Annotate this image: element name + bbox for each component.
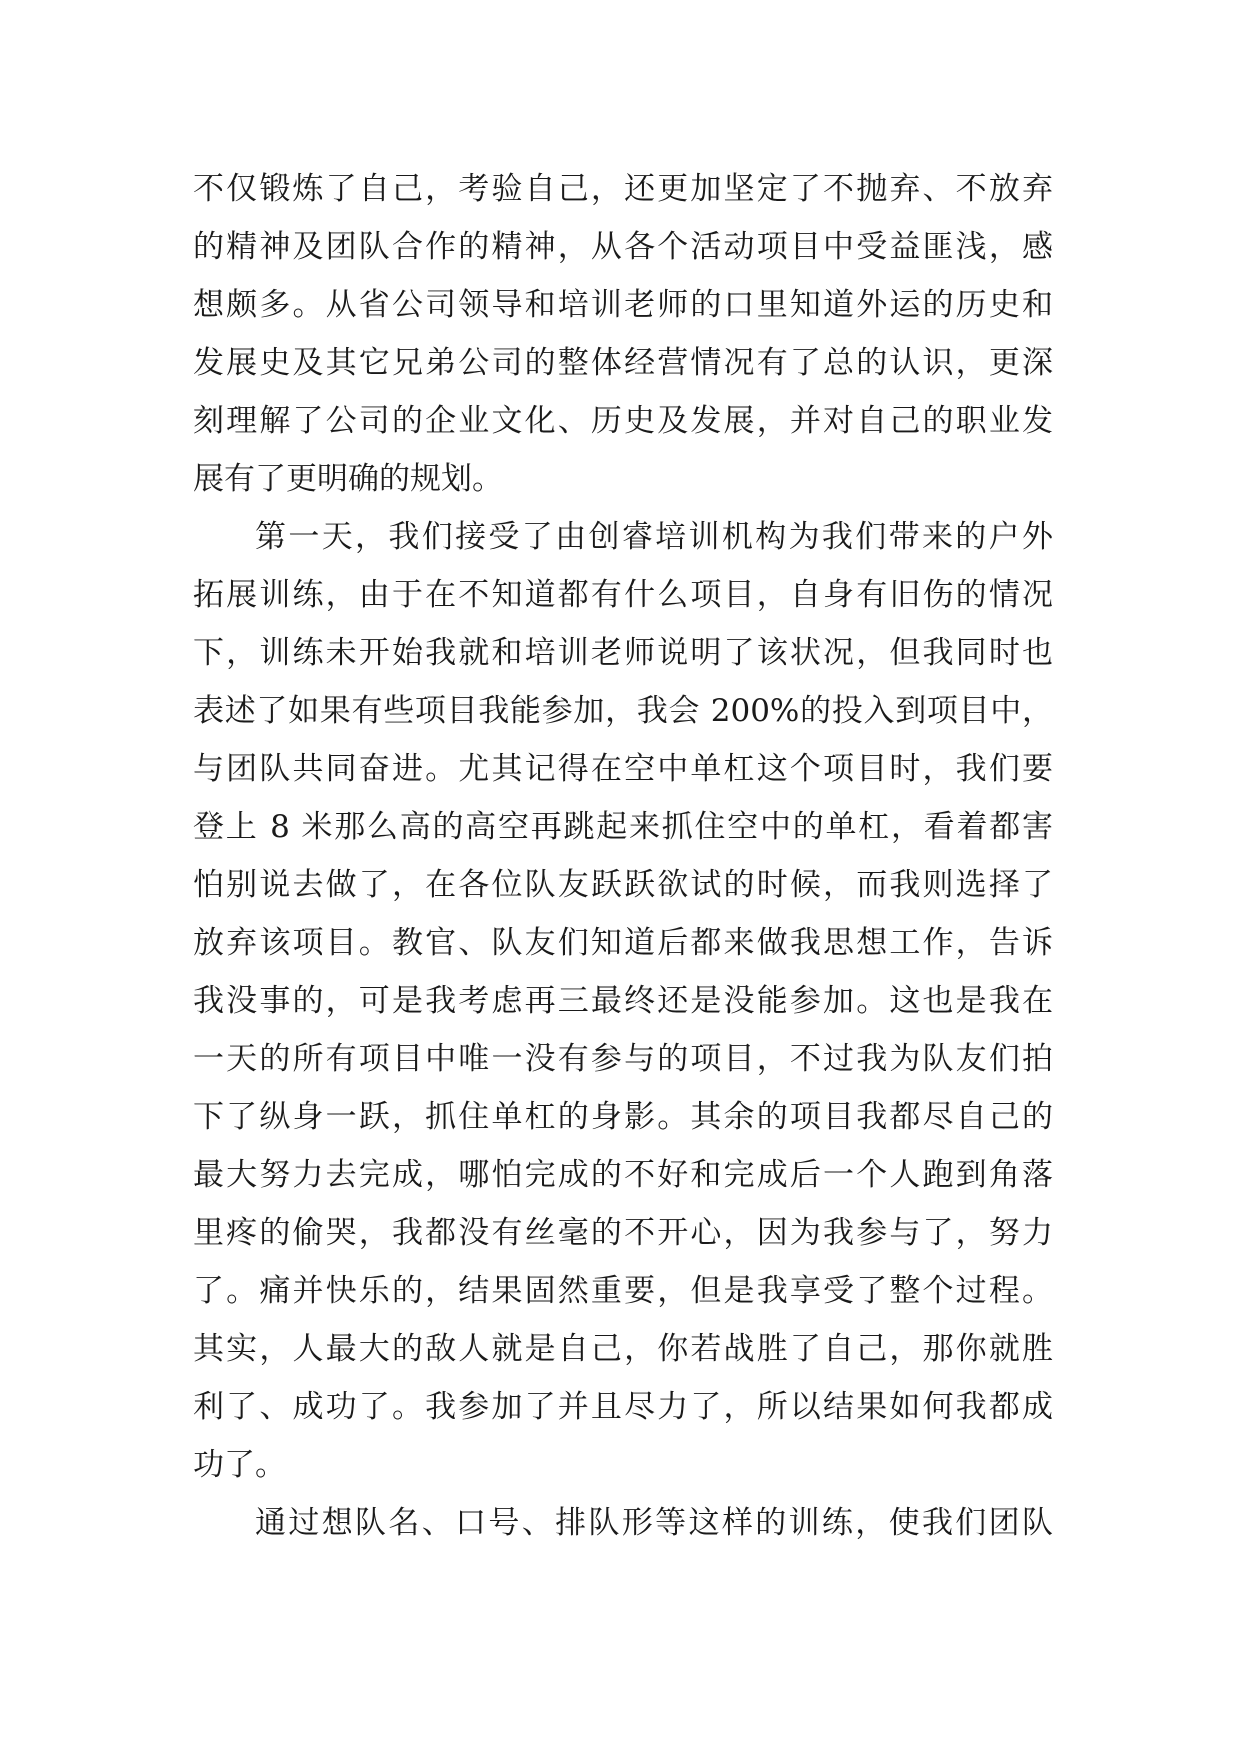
text-line: 的精神及团队合作的精神，从各个活动项目中受益匪浅，感 <box>193 229 1053 265</box>
text-line: 发展史及其它兄弟公司的整体经营情况有了总的认识，更深 <box>193 345 1053 381</box>
text-line: 怕别说去做了，在各位队友跃跃欲试的时候，而我则选择了 <box>193 867 1053 903</box>
text-line: 里疼的偷哭，我都没有丝毫的不开心，因为我参与了，努力 <box>193 1215 1053 1251</box>
text-line: 利了、成功了。我参加了并且尽力了，所以结果如何我都成 <box>193 1389 1053 1425</box>
text-line: 第一天，我们接受了由创睿培训机构为我们带来的户外 <box>255 519 1053 555</box>
text-line: 刻理解了公司的企业文化、历史及发展，并对自己的职业发 <box>193 403 1053 439</box>
text-line: 通过想队名、口号、排队形等这样的训练，使我们团队 <box>255 1505 1053 1541</box>
text-line: 我没事的，可是我考虑再三最终还是没能参加。这也是我在 <box>193 983 1053 1019</box>
text-line: 想颇多。从省公司领导和培训老师的口里知道外运的历史和 <box>193 287 1053 323</box>
text-line: 表述了如果有些项目我能参加，我会 200%的投入到项目中， <box>193 693 1053 729</box>
text-line: 登上 8 米那么高的高空再跳起来抓住空中的单杠，看着都害 <box>193 809 1053 845</box>
body-text <box>193 160 1053 1552</box>
text-line: 最大努力去完成，哪怕完成的不好和完成后一个人跑到角落 <box>193 1157 1053 1193</box>
paragraph-1 <box>193 160 1053 508</box>
text-line: 放弃该项目。教官、队友们知道后都来做我思想工作，告诉 <box>193 925 1053 961</box>
text-line: 拓展训练，由于在不知道都有什么项目，自身有旧伤的情况 <box>193 577 1053 613</box>
text-line: 功了。 <box>193 1447 286 1483</box>
text-line: 了。痛并快乐的，结果固然重要，但是我享受了整个过程。 <box>193 1273 1053 1309</box>
text-line: 展有了更明确的规划。 <box>193 461 503 497</box>
text-line: 下，训练未开始我就和培训老师说明了该状况，但我同时也 <box>193 635 1053 671</box>
text-line: 一天的所有项目中唯一没有参与的项目，不过我为队友们拍 <box>193 1041 1053 1077</box>
text-line: 其实，人最大的敌人就是自己，你若战胜了自己，那你就胜 <box>193 1331 1053 1367</box>
paragraph-3 <box>193 1494 1053 1552</box>
paragraph-2 <box>193 508 1053 1494</box>
text-line: 不仅锻炼了自己，考验自己，还更加坚定了不抛弃、不放弃 <box>193 171 1053 207</box>
text-line: 与团队共同奋进。尤其记得在空中单杠这个项目时，我们要 <box>193 751 1053 787</box>
text-line: 下了纵身一跃，抓住单杠的身影。其余的项目我都尽自己的 <box>193 1099 1053 1135</box>
